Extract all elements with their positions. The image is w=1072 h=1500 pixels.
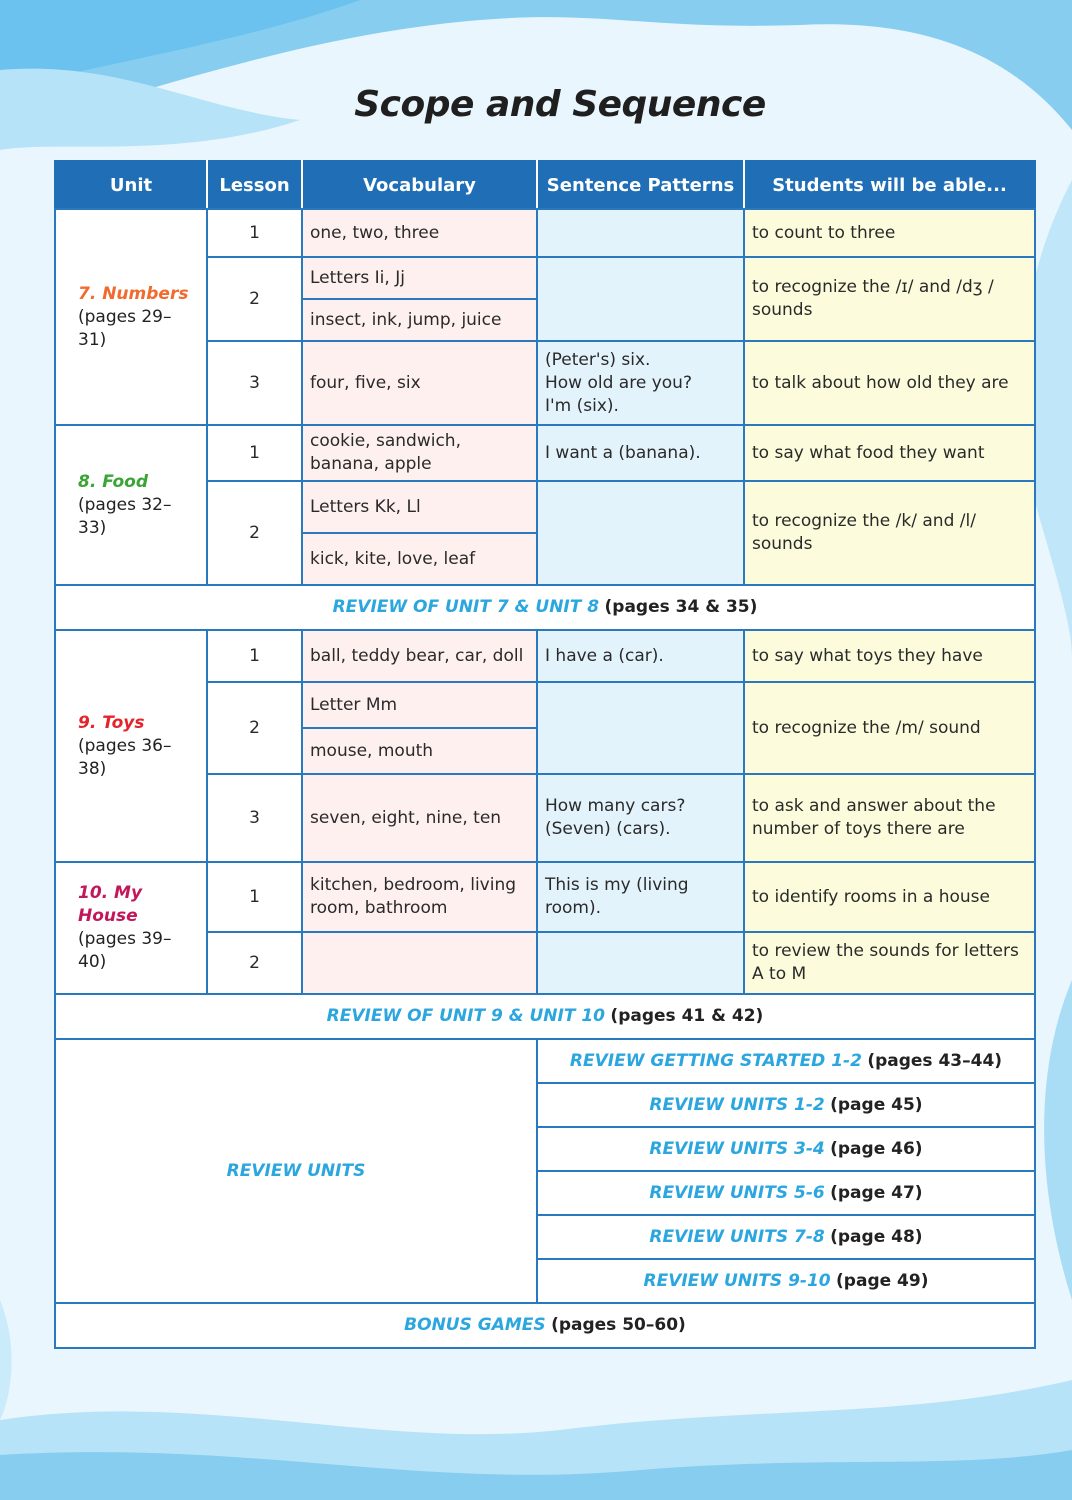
vocabulary-cell: kick, kite, love, leaf [302, 533, 537, 585]
unit-name: 7. Numbers [78, 283, 189, 304]
able-cell: to identify rooms in a house [744, 862, 1035, 932]
review-item-pages: (page 45) [830, 1094, 923, 1115]
review-item-heading: REVIEW UNITS 3-4 [649, 1138, 825, 1159]
lesson-number: 1 [207, 425, 302, 481]
vocabulary-cell: kitchen, bedroom, living room, bathroom [302, 862, 537, 932]
pattern-cell [537, 481, 744, 585]
vocabulary-cell: cookie, sandwich, banana, apple [302, 425, 537, 481]
review-units-label-cell [55, 1039, 537, 1303]
review-item-pages: (page 48) [830, 1226, 923, 1247]
header-lesson: Lesson [207, 161, 302, 209]
review-pages: (pages 34 & 35) [604, 597, 758, 617]
pattern-line: (Seven) (cars). [545, 819, 671, 839]
table-row [55, 425, 1035, 481]
review-heading: REVIEW OF UNIT 9 & UNIT 10 [326, 1006, 606, 1026]
page-title: Scope and Sequence [354, 84, 766, 125]
vocabulary-cell: four, five, six [302, 341, 537, 425]
able-cell: to recognize the /k/ and /l/ sounds [744, 481, 1035, 585]
review-item-pages: (page 46) [830, 1138, 923, 1159]
vocabulary-cell: mouse, mouth [302, 728, 537, 774]
review-item [537, 1127, 1035, 1171]
pattern-cell [537, 257, 744, 341]
able-cell: to ask and answer about the number of toys there are [744, 774, 1035, 862]
unit-cell [55, 862, 207, 994]
review-item [537, 1039, 1035, 1083]
pattern-cell: I have a (car). [537, 630, 744, 682]
review-item-pages: (page 47) [830, 1182, 923, 1203]
review-item-row [55, 1039, 1035, 1083]
header-students-able: Students will be able... [744, 161, 1035, 209]
review-item [537, 1171, 1035, 1215]
table-row [55, 862, 1035, 932]
pattern-line: (Peter's) six. [545, 349, 651, 370]
pattern-cell [537, 932, 744, 994]
lesson-number: 1 [207, 630, 302, 682]
pattern-cell [537, 774, 744, 862]
vocabulary-cell: Letter Mm [302, 682, 537, 728]
unit-name: 10. My House [78, 883, 143, 926]
review-item-heading: REVIEW GETTING STARTED 1-2 [569, 1050, 862, 1071]
review-item-pages: (page 49) [836, 1270, 929, 1291]
vocabulary-cell: Letters Kk, Ll [302, 481, 537, 533]
review-cell [55, 994, 1035, 1039]
lesson-number: 2 [207, 257, 302, 341]
table-row [55, 209, 1035, 257]
able-cell: to say what food they want [744, 425, 1035, 481]
unit-cell [55, 425, 207, 585]
unit-pages: (pages 29–31) [78, 306, 172, 350]
review-pages: (pages 41 & 42) [610, 1006, 764, 1026]
review-cell [55, 585, 1035, 630]
bonus-row [55, 1303, 1035, 1348]
bonus-pages: (pages 50–60) [551, 1315, 686, 1335]
lesson-number: 2 [207, 481, 302, 585]
pattern-line: How old are you? [545, 372, 692, 393]
scope-sequence-table [54, 160, 1036, 1349]
able-cell: to recognize the /m/ sound [744, 682, 1035, 774]
lesson-number: 2 [207, 932, 302, 994]
bonus-cell [55, 1303, 1035, 1348]
lesson-number: 3 [207, 774, 302, 862]
lesson-number: 2 [207, 682, 302, 774]
table-row [55, 630, 1035, 682]
review-units-label: REVIEW UNITS [226, 1160, 366, 1181]
header-sentence-patterns: Sentence Patterns [537, 161, 744, 209]
vocabulary-cell: ball, teddy bear, car, doll [302, 630, 537, 682]
unit-name: 8. Food [78, 471, 149, 492]
unit-cell [55, 630, 207, 862]
review-row [55, 994, 1035, 1039]
review-item-heading: REVIEW UNITS 1-2 [649, 1094, 825, 1115]
header-unit: Unit [55, 161, 207, 209]
review-item-pages: (pages 43–44) [867, 1050, 1003, 1071]
review-row [55, 585, 1035, 630]
pattern-cell: I want a (banana). [537, 425, 744, 481]
review-item-heading: REVIEW UNITS 7-8 [649, 1226, 825, 1247]
review-item [537, 1259, 1035, 1303]
unit-cell [55, 209, 207, 425]
pattern-cell [537, 341, 744, 425]
unit-name: 9. Toys [78, 712, 145, 733]
vocabulary-cell [302, 932, 537, 994]
review-item-heading: REVIEW UNITS 5-6 [649, 1182, 825, 1203]
pattern-cell: This is my (living room). [537, 862, 744, 932]
header-vocabulary: Vocabulary [302, 161, 537, 209]
bonus-heading: BONUS GAMES [404, 1315, 546, 1335]
able-cell: to say what toys they have [744, 630, 1035, 682]
lesson-number: 1 [207, 862, 302, 932]
header-row [55, 161, 1035, 209]
able-cell: to recognize the /ɪ/ and /dʒ / sounds [744, 257, 1035, 341]
unit-pages: (pages 32–33) [78, 494, 172, 538]
review-heading: REVIEW OF UNIT 7 & UNIT 8 [332, 597, 600, 617]
lesson-number: 3 [207, 341, 302, 425]
review-item [537, 1083, 1035, 1127]
vocabulary-cell: insect, ink, jump, juice [302, 299, 537, 341]
pattern-line: I'm (six). [545, 395, 619, 416]
unit-pages: (pages 36–38) [78, 735, 172, 779]
able-cell: to count to three [744, 209, 1035, 257]
vocabulary-cell: seven, eight, nine, ten [302, 774, 537, 862]
able-cell: to talk about how old they are [744, 341, 1035, 425]
review-item [537, 1215, 1035, 1259]
able-cell: to review the sounds for letters A to M [744, 932, 1035, 994]
vocabulary-cell: Letters Ii, Jj [302, 257, 537, 299]
pattern-line: How many cars? [545, 796, 686, 816]
pattern-cell [537, 209, 744, 257]
lesson-number: 1 [207, 209, 302, 257]
review-item-heading: REVIEW UNITS 9-10 [643, 1270, 831, 1291]
pattern-cell [537, 682, 744, 774]
vocabulary-cell: one, two, three [302, 209, 537, 257]
unit-pages: (pages 39–40) [78, 929, 172, 972]
